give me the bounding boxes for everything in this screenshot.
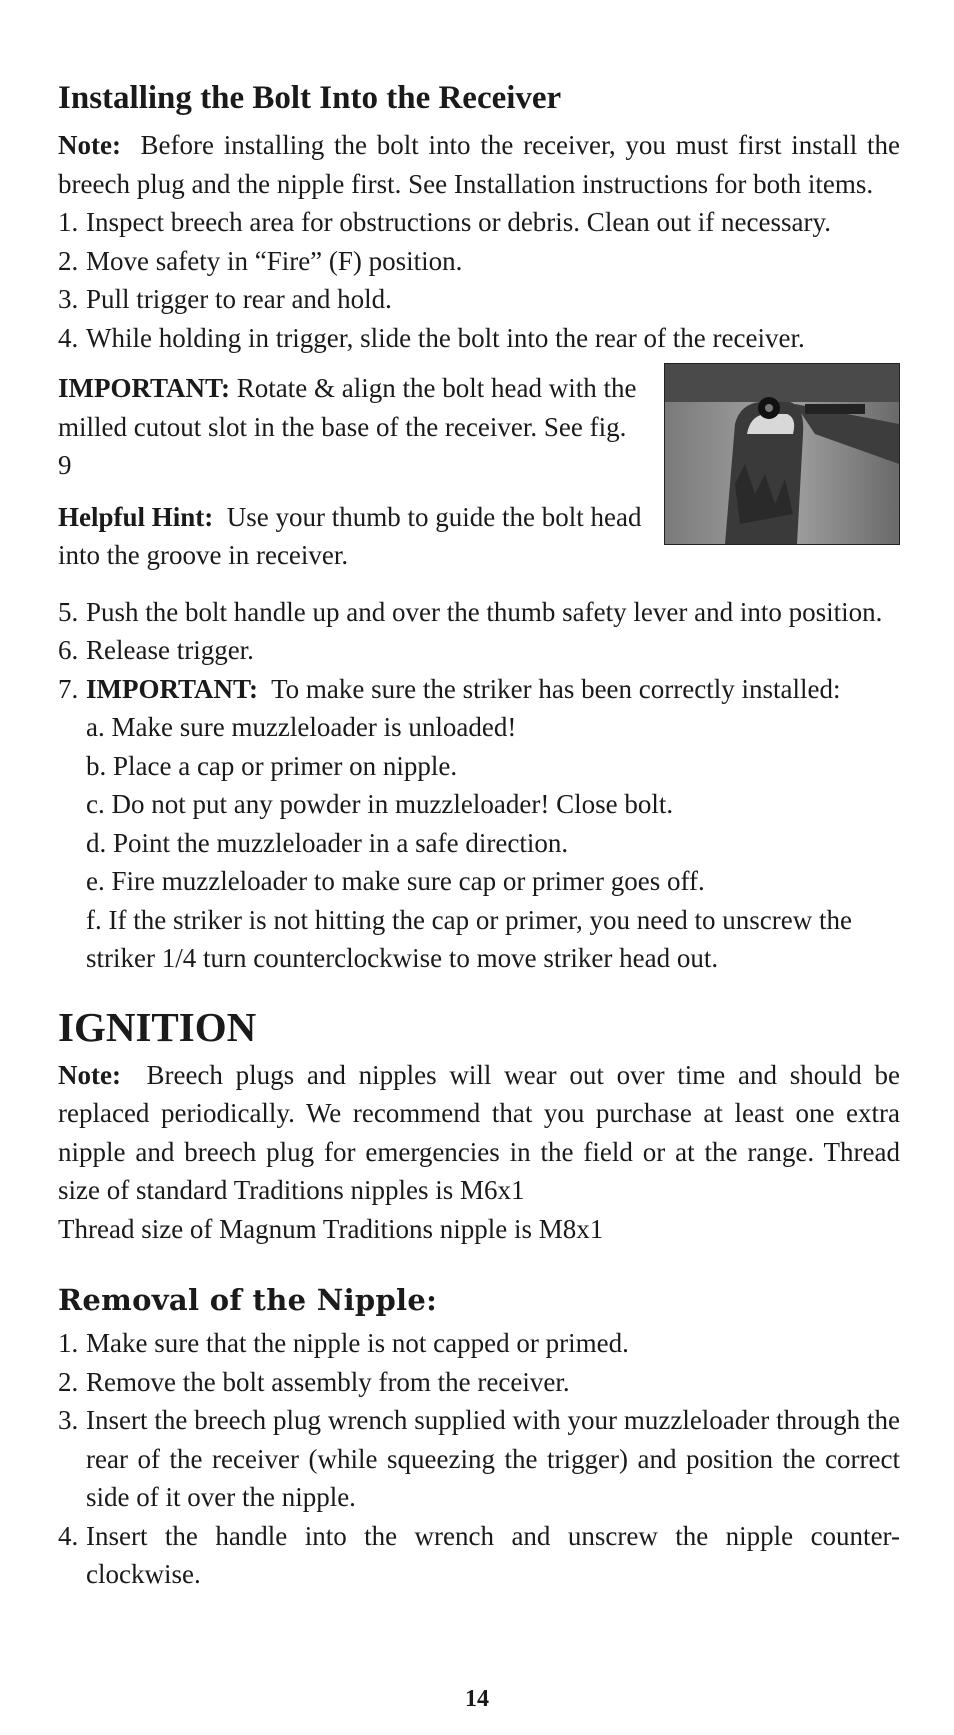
ignition-note: Note: Breech plugs and nipples will wear out over time and should be replaced periodically. We recommend that you purchase at least one extra nipple and breech plug for emergencies in the field or at the range. Thread size of standard Traditions nipples is M6x1 (58, 1059, 901, 1205)
list-item: 1. Make sure that the nipple is not capped or primed. (58, 1328, 629, 1358)
page-number: 14 (465, 1686, 489, 1712)
list-item: 7. IMPORTANT: To make sure the striker has been correctly installed: (58, 673, 841, 704)
list-item: 1. Inspect breech area for obstructions or debris. Clean out if necessary. (58, 207, 831, 237)
list-item: 3. Pull trigger to rear and hold. (58, 284, 392, 314)
list-item: 2. Remove the bolt assembly from the receiver. (58, 1366, 570, 1397)
important-note: IMPORTANT: Rotate & align the bolt head with the milled cutout slot in the base of the receiver. See fig. 9 (58, 373, 637, 480)
substep-e: e. Fire muzzleloader to make sure cap or primer goes off. (86, 866, 705, 896)
figure-row (58, 369, 900, 575)
ignition-thread-magnum: Thread size of Magnum Traditions nipple is M8x1 (58, 1213, 604, 1244)
list-item: 6. Release trigger. (58, 635, 254, 665)
substep-b: b. Place a cap or primer on nipple. (86, 750, 458, 781)
manual-page (58, 78, 900, 1594)
substep-a: a. Make sure muzzleloader is unloaded! (86, 712, 517, 742)
install-steps (58, 203, 900, 357)
substep-c: c. Do not put any powder in muzzleloader! Close bolt. (86, 789, 674, 819)
note-label: Note: (58, 130, 121, 160)
list-item: 3. Insert the breech plug wrench supplied with your muzzleloader through the rear of the receiver (while squeezing the trigger) and position the correct side of it over the nipple. (58, 1405, 900, 1512)
list-item: 5. Push the bolt handle up and over the thumb safety lever and into position. (58, 596, 883, 627)
list-item: 4. While holding in trigger, slide the bolt into the rear of the receiver. (58, 322, 805, 353)
removal-steps (58, 1324, 900, 1594)
bolt-receiver-photo (664, 363, 900, 545)
note-text: Before installing the bolt into the receiver, you must first install the breech plug and the nipple first. See Installation instructions for both items. (58, 130, 900, 199)
substep-f: f. If the striker is not hitting the cap or primer, you need to unscrew the striker 1/4 turn counterclockwise to move striker head out. (86, 904, 852, 973)
installing-note (58, 126, 900, 203)
install-steps-continued (58, 593, 900, 709)
section-title-installing-bolt: Installing the Bolt Into the Receiver (58, 80, 562, 116)
section-title-ignition: IGNITION (58, 1003, 257, 1050)
section-title-removal-nipple: Removal of the Nipple: (58, 1283, 438, 1317)
list-item: 2. Move safety in “Fire” (F) position. (58, 245, 463, 276)
substep-d: d. Point the muzzleloader in a safe direction. (86, 827, 569, 858)
helpful-hint: Helpful Hint: Use your thumb to guide the bolt head into the groove in receiver. (58, 501, 642, 570)
figure-caption-text (58, 369, 643, 575)
list-item: 4. Insert the handle into the wrench and unscrew the nipple counter-clockwise. (58, 1520, 900, 1589)
bolt-receiver-illustration (665, 364, 899, 544)
